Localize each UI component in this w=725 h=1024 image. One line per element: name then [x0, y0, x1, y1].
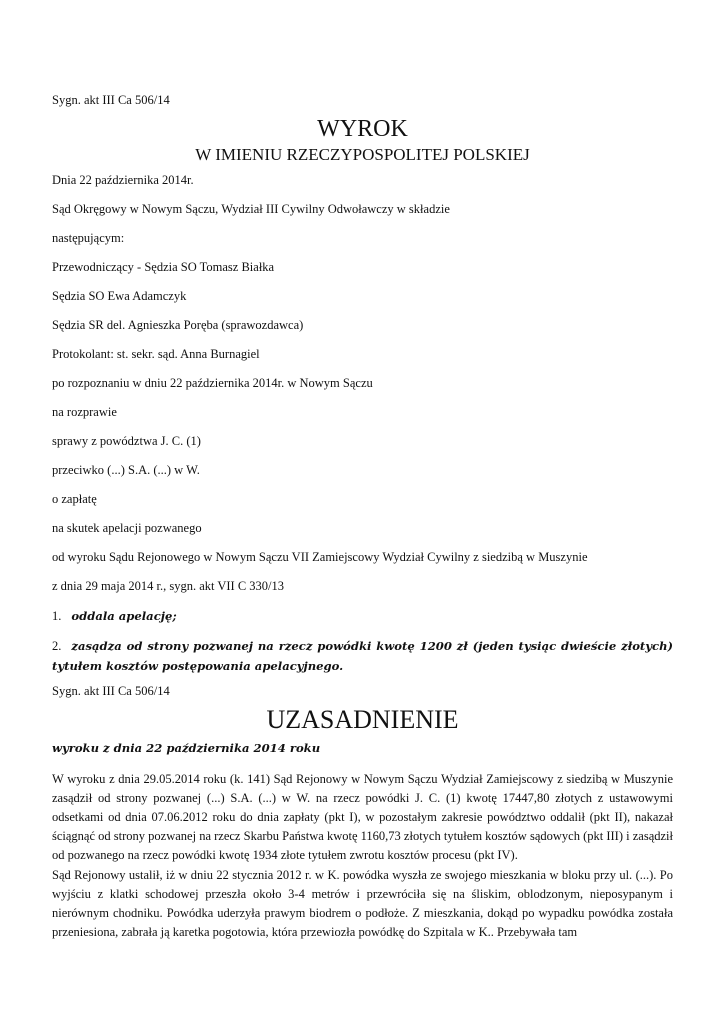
verdict-title: WYROK	[317, 116, 408, 142]
judge-1: Sędzia SO Ewa Adamczyk	[52, 289, 187, 303]
case-signature-top: Sygn. akt III Ca 506/14	[52, 93, 170, 107]
court-clerk: Protokolant: st. sekr. sąd. Anna Burnagiel	[52, 347, 260, 361]
defendant-line: przeciwko (...) S.A. (...) w W.	[52, 463, 200, 477]
hearing-type: na rozprawie	[52, 405, 117, 419]
lower-court-judgment: od wyroku Sądu Rejonowego w Nowym Sączu VII Zamiejscowy Wydział Cywilny z siedzibą w Muszynie	[52, 550, 588, 564]
ruling-item-1	[52, 609, 177, 624]
case-signature-justification: Sygn. akt III Ca 506/14	[52, 684, 170, 698]
ruling-item-2	[52, 636, 673, 676]
ruling-number: 1.	[52, 609, 62, 623]
court-composition: Sąd Okręgowy w Nowym Sączu, Wydział III Cywilny Odwoławczy w składzie	[52, 202, 450, 216]
verdict-subtitle: W IMIENIU RZECZYPOSPOLITEJ POLSKIEJ	[195, 145, 530, 164]
hearing-date: po rozpoznaniu w dniu 22 października 2014r. w Nowym Sączu	[52, 376, 373, 390]
justification-subtitle: wyroku z dnia 22 października 2014 roku	[52, 741, 321, 755]
judge-rapporteur: Sędzia SR del. Agnieszka Poręba (sprawozdawca)	[52, 318, 304, 332]
presiding-judge: Przewodniczący - Sędzia SO Tomasz Białka	[52, 260, 275, 274]
plaintiff-line: sprawy z powództwa J. C. (1)	[52, 434, 201, 448]
justification-paragraph-1: W wyroku z dnia 29.05.2014 roku (k. 141) Sąd Rejonowy w Nowym Sączu Wydział Zamiejscowy z siedzibą w Muszynie zasądził od strony pozwanej (...) S.A. (...) w W. na rzecz powódki J. C. (1) kwotę 17447,80 złotych z ustawowymi odsetkami od dnia 07.06.2012 roku do dnia zapłaty (pkt I), w pozostałym zakresie powództwo oddalił (pkt II), nakazał ściągnąć od strony pozwanej na rzecz Skarbu Państwa kwotę 1160,73 złotych tytułem kosztów sądowych (pkt III) i zasądził od pozwanego na rzecz powódki kwotę 1934 złote tytułem zwrotu kosztów procesu (pkt IV).	[52, 772, 673, 862]
ruling-text: zasądza od strony pozwanej na rzecz powódki kwotę 1200 zł (jeden tysiąc dwieście złotych) tytułem kosztów postępowania apelacyjnego.	[52, 639, 673, 673]
justification-title: UZASADNIENIE	[266, 705, 459, 734]
ruling-number: 2.	[52, 639, 62, 653]
ruling-text: oddala apelację;	[71, 609, 177, 623]
claim-subject: o zapłatę	[52, 492, 97, 506]
justification-paragraph-2: Sąd Rejonowy ustalił, iż w dniu 22 stycznia 2012 r. w K. powódka wyszła ze swojego mieszkania w bloku przy ul. (...). Po wyjściu z klatki schodowej przeszła około 3-4 metrów i przewróciła się na śliskim, oblodzonym, nieposypanym i nierównym chodniku. Powódka uderzyła prawym biodrem o podłoże. Z mieszkania, dokąd po wypadku powódka została przeniesiona, zabrała ją karetka pogotowia, która przewiozła powódkę do Szpitala w K.. Przebywała tam	[52, 868, 673, 939]
appeal-basis: na skutek apelacji pozwanego	[52, 521, 202, 535]
lower-court-date: z dnia 29 maja 2014 r., sygn. akt VII C 330/13	[52, 579, 285, 593]
verdict-date: Dnia 22 października 2014r.	[52, 173, 194, 187]
composition-continued: następującym:	[52, 231, 125, 245]
